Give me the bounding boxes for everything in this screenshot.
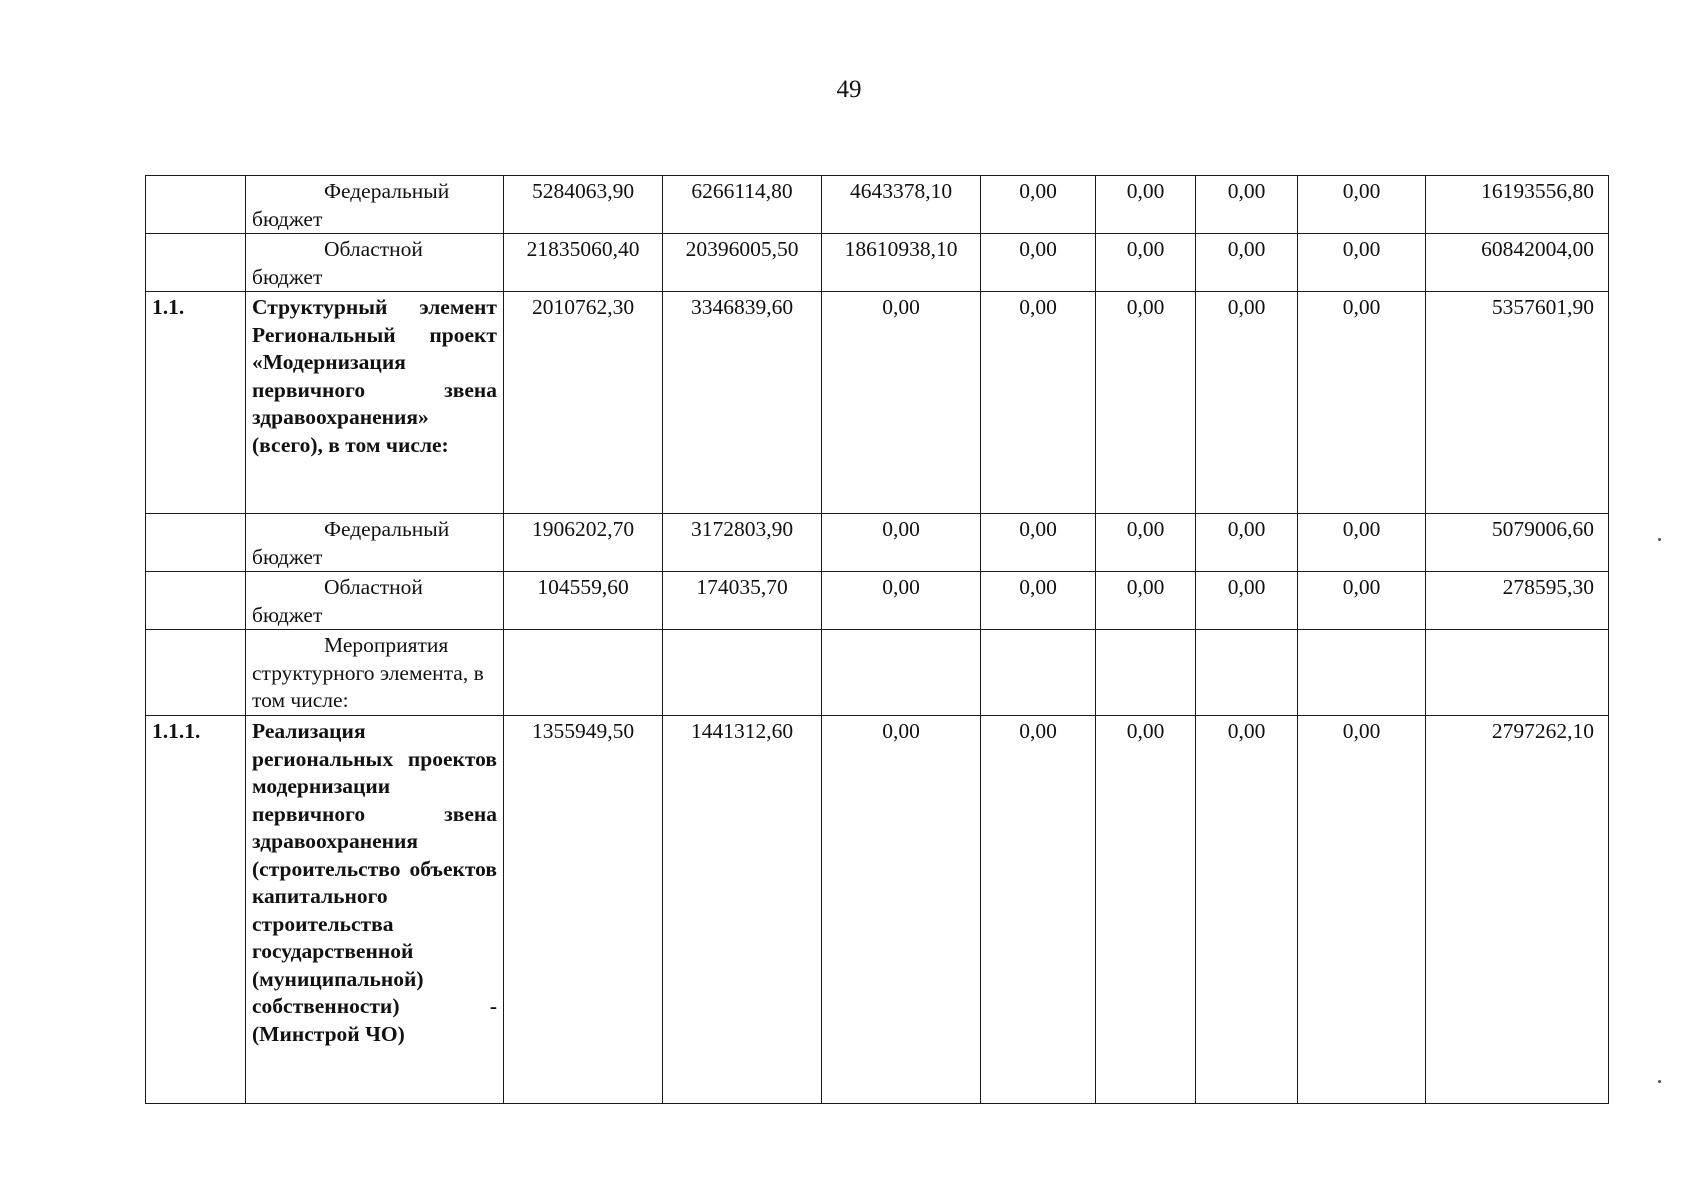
row-value-cell: 20396005,50 (663, 234, 822, 292)
row-value-cell: 0,00 (822, 716, 981, 1104)
row-value-cell (663, 630, 822, 716)
row-value-cell: 2010762,30 (504, 292, 663, 514)
row-value-cell: 0,00 (1096, 176, 1196, 234)
row-total-cell: 5357601,90 (1426, 292, 1609, 514)
row-value-cell: 0,00 (1196, 234, 1298, 292)
row-name-cell: Мероприятия структурного элемента, в том числе: (246, 630, 504, 716)
row-total-cell: 16193556,80 (1426, 176, 1609, 234)
row-value-cell: 0,00 (1298, 234, 1426, 292)
row-value-cell: 0,00 (1298, 716, 1426, 1104)
row-code-cell: 1.1.1. (146, 716, 246, 1104)
table-row (146, 630, 1609, 716)
row-value-cell: 0,00 (1298, 176, 1426, 234)
row-value-cell: 0,00 (1096, 234, 1196, 292)
row-value-cell: 3172803,90 (663, 514, 822, 572)
table-row (146, 716, 1609, 1104)
table-row (146, 234, 1609, 292)
row-value-cell (1298, 630, 1426, 716)
row-value-cell: 0,00 (1096, 716, 1196, 1104)
row-value-cell: 0,00 (981, 514, 1096, 572)
row-value-cell: 5284063,90 (504, 176, 663, 234)
table-row (146, 572, 1609, 630)
row-total-cell (1426, 630, 1609, 716)
row-name-cell: Областной бюджет (246, 234, 504, 292)
row-code-cell (146, 234, 246, 292)
row-value-cell: 1355949,50 (504, 716, 663, 1104)
table-row (146, 514, 1609, 572)
row-code-cell (146, 176, 246, 234)
budget-table-body (146, 176, 1609, 1104)
row-value-cell: 0,00 (1298, 514, 1426, 572)
row-value-cell: 0,00 (1096, 514, 1196, 572)
row-total-cell: 2797262,10 (1426, 716, 1609, 1104)
row-name-cell: Структурный элемент Региональный проект «Модернизация первичного звена здравоохранения» (всего), в том числе: (246, 292, 504, 514)
row-total-cell: 5079006,60 (1426, 514, 1609, 572)
scan-speck (1658, 538, 1661, 541)
row-value-cell (1196, 630, 1298, 716)
row-value-cell: 18610938,10 (822, 234, 981, 292)
row-name-cell: Областной бюджет (246, 572, 504, 630)
row-value-cell: 0,00 (981, 176, 1096, 234)
row-code-cell (146, 630, 246, 716)
row-value-cell: 0,00 (981, 292, 1096, 514)
row-value-cell: 0,00 (1196, 716, 1298, 1104)
row-value-cell: 0,00 (822, 514, 981, 572)
row-value-cell: 174035,70 (663, 572, 822, 630)
row-value-cell: 1441312,60 (663, 716, 822, 1104)
row-name-cell: Федеральный бюджет (246, 514, 504, 572)
row-value-cell: 0,00 (1196, 292, 1298, 514)
row-code-cell: 1.1. (146, 292, 246, 514)
row-value-cell: 0,00 (1298, 292, 1426, 514)
row-value-cell: 104559,60 (504, 572, 663, 630)
row-value-cell: 0,00 (1196, 514, 1298, 572)
row-value-cell (981, 630, 1096, 716)
row-value-cell: 21835060,40 (504, 234, 663, 292)
row-value-cell: 3346839,60 (663, 292, 822, 514)
row-value-cell: 0,00 (822, 292, 981, 514)
table-row (146, 176, 1609, 234)
row-value-cell: 1906202,70 (504, 514, 663, 572)
page-number: 49 (836, 76, 862, 103)
budget-table (145, 175, 1609, 1104)
table-row (146, 292, 1609, 514)
row-value-cell: 0,00 (1196, 572, 1298, 630)
row-value-cell: 0,00 (981, 572, 1096, 630)
row-value-cell: 0,00 (981, 234, 1096, 292)
row-total-cell: 60842004,00 (1426, 234, 1609, 292)
row-value-cell: 0,00 (1298, 572, 1426, 630)
row-name-cell: Реализация региональных проектов модернизации первичного звена здравоохранения (строительство объектов капитального строительства государственной (муниципальной) собственности) - (Минстрой ЧО) (246, 716, 504, 1104)
row-code-cell (146, 572, 246, 630)
row-total-cell: 278595,30 (1426, 572, 1609, 630)
row-value-cell: 4643378,10 (822, 176, 981, 234)
row-value-cell: 0,00 (1196, 176, 1298, 234)
row-value-cell: 0,00 (822, 572, 981, 630)
row-code-cell (146, 514, 246, 572)
row-name-cell: Федеральный бюджет (246, 176, 504, 234)
row-value-cell (822, 630, 981, 716)
scan-speck (1658, 1080, 1661, 1083)
row-value-cell: 6266114,80 (663, 176, 822, 234)
row-value-cell: 0,00 (1096, 572, 1196, 630)
row-value-cell: 0,00 (981, 716, 1096, 1104)
row-value-cell (504, 630, 663, 716)
row-value-cell: 0,00 (1096, 292, 1196, 514)
row-value-cell (1096, 630, 1196, 716)
